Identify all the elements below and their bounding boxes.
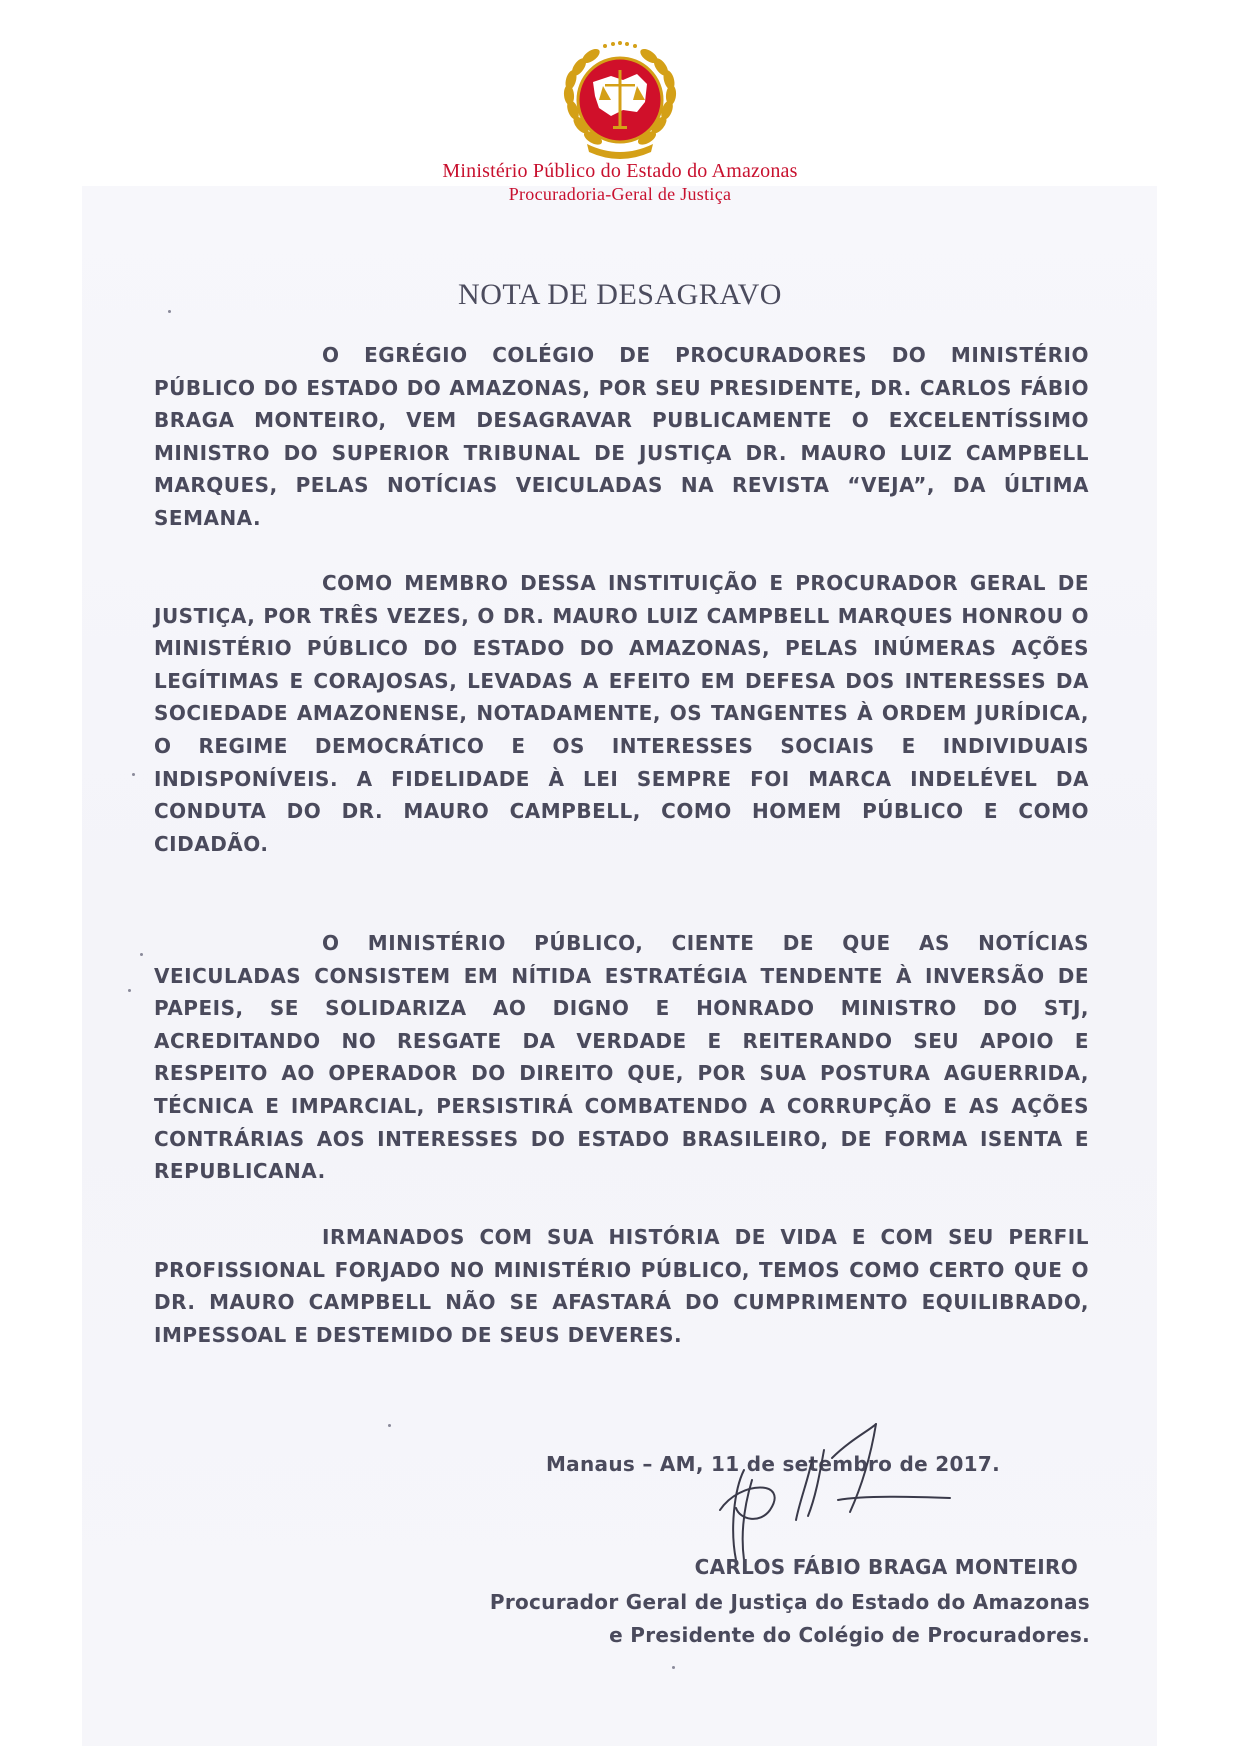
org-name: Ministério Público do Estado do Amazonas bbox=[442, 160, 798, 182]
scan-speck bbox=[128, 989, 131, 992]
document-title: NOTA DE DESAGRAVO bbox=[458, 278, 782, 311]
scan-speck bbox=[388, 1424, 391, 1427]
signer-role-line-1: Procurador Geral de Justiça do Estado do Amazonas bbox=[489, 1590, 1090, 1614]
signer-role-line-2: e Presidente do Colégio de Procuradores. bbox=[609, 1623, 1090, 1647]
scan-speck bbox=[672, 1666, 675, 1669]
scan-speck bbox=[140, 953, 143, 956]
paragraph-3: O MINISTÉRIO PÚBLICO, CIENTE DE QUE AS NOTÍCIAS VEICULADAS CONSISTEM EM NÍTIDA ESTRATÉGIA TENDENTE À INVERSÃO DE PAPEIS, SE SOLIDARIZA AO DIGNO E HONRADO MINISTRO DO STJ, ACREDITANDO NO RESGATE DA VERDADE E REITERANDO SEU APOIO E RESPEITO AO OPERADOR DO DIREITO QUE, POR SUA POSTURA AGUERRIDA, TÉCNICA E IMPARCIAL, PERSISTIRÁ COMBATENDO A CORRUPÇÃO E AS AÇÕES CONTRÁRIAS AOS INTERESSES DO ESTADO BRASILEIRO, DE FORMA ISENTA E REPUBLICANA. bbox=[154, 931, 1089, 1184]
scan-speck bbox=[132, 773, 135, 776]
handwritten-signature-icon bbox=[700, 1420, 960, 1570]
date-line: Manaus – AM, 11 de setembro de 2017. bbox=[545, 1452, 1000, 1476]
paragraph-1: O EGRÉGIO COLÉGIO DE PROCURADORES DO MINISTÉRIO PÚBLICO DO ESTADO DO AMAZONAS, POR SEU PRESIDENTE, DR. CARLOS FÁBIO BRAGA MONTEIRO, VEM DESAGRAVAR PUBLICAMENTE O EXCELENTÍSSIMO MINISTRO DO SUPERIOR TRIBUNAL DE JUSTIÇA DR. MAURO LUIZ CAMPBELL MARQUES, PELAS NOTÍCIAS VEICULADAS NA REVISTA “VEJA”, DA ÚLTIMA SEMANA. bbox=[154, 343, 1089, 530]
signer-name: CARLOS FÁBIO BRAGA MONTEIRO bbox=[694, 1555, 1078, 1579]
scan-speck bbox=[168, 310, 171, 313]
mp-amazonas-seal-icon bbox=[553, 40, 687, 164]
org-subname: Procuradoria-Geral de Justiça bbox=[508, 184, 732, 204]
paragraph-4: IRMANADOS COM SUA HISTÓRIA DE VIDA E COM SEU PERFIL PROFISSIONAL FORJADO NO MINISTÉRIO PÚBLICO, TEMOS COMO CERTO QUE O DR. MAURO CAMPBELL NÃO SE AFASTARÁ DO CUMPRIMENTO EQUILIBRADO, IMPESSOAL E DESTEMIDO DE SEUS DEVERES. bbox=[154, 1225, 1089, 1347]
paragraph-2: COMO MEMBRO DESSA INSTITUIÇÃO E PROCURADOR GERAL DE JUSTIÇA, POR TRÊS VEZES, O DR. MAURO LUIZ CAMPBELL MARQUES HONROU O MINISTÉRIO PÚBLICO DO ESTADO DO AMAZONAS, PELAS INÚMERAS AÇÕES LEGÍTIMAS E CORAJOSAS, LEVADAS A EFEITO EM DEFESA DOS INTERESSES DA SOCIEDADE AMAZONENSE, NOTADAMENTE, OS TANGENTES À ORDEM JURÍDICA, O REGIME DEMOCRÁTICO E OS INTERESSES SOCIAIS E INDIVIDUAIS INDISPONÍVEIS. A FIDELIDADE À LEI SEMPRE FOI MARCA INDELÉVEL DA CONDUTA DO DR. MAURO CAMPBELL, COMO HOMEM PÚBLICO E COMO CIDADÃO. bbox=[154, 571, 1089, 856]
